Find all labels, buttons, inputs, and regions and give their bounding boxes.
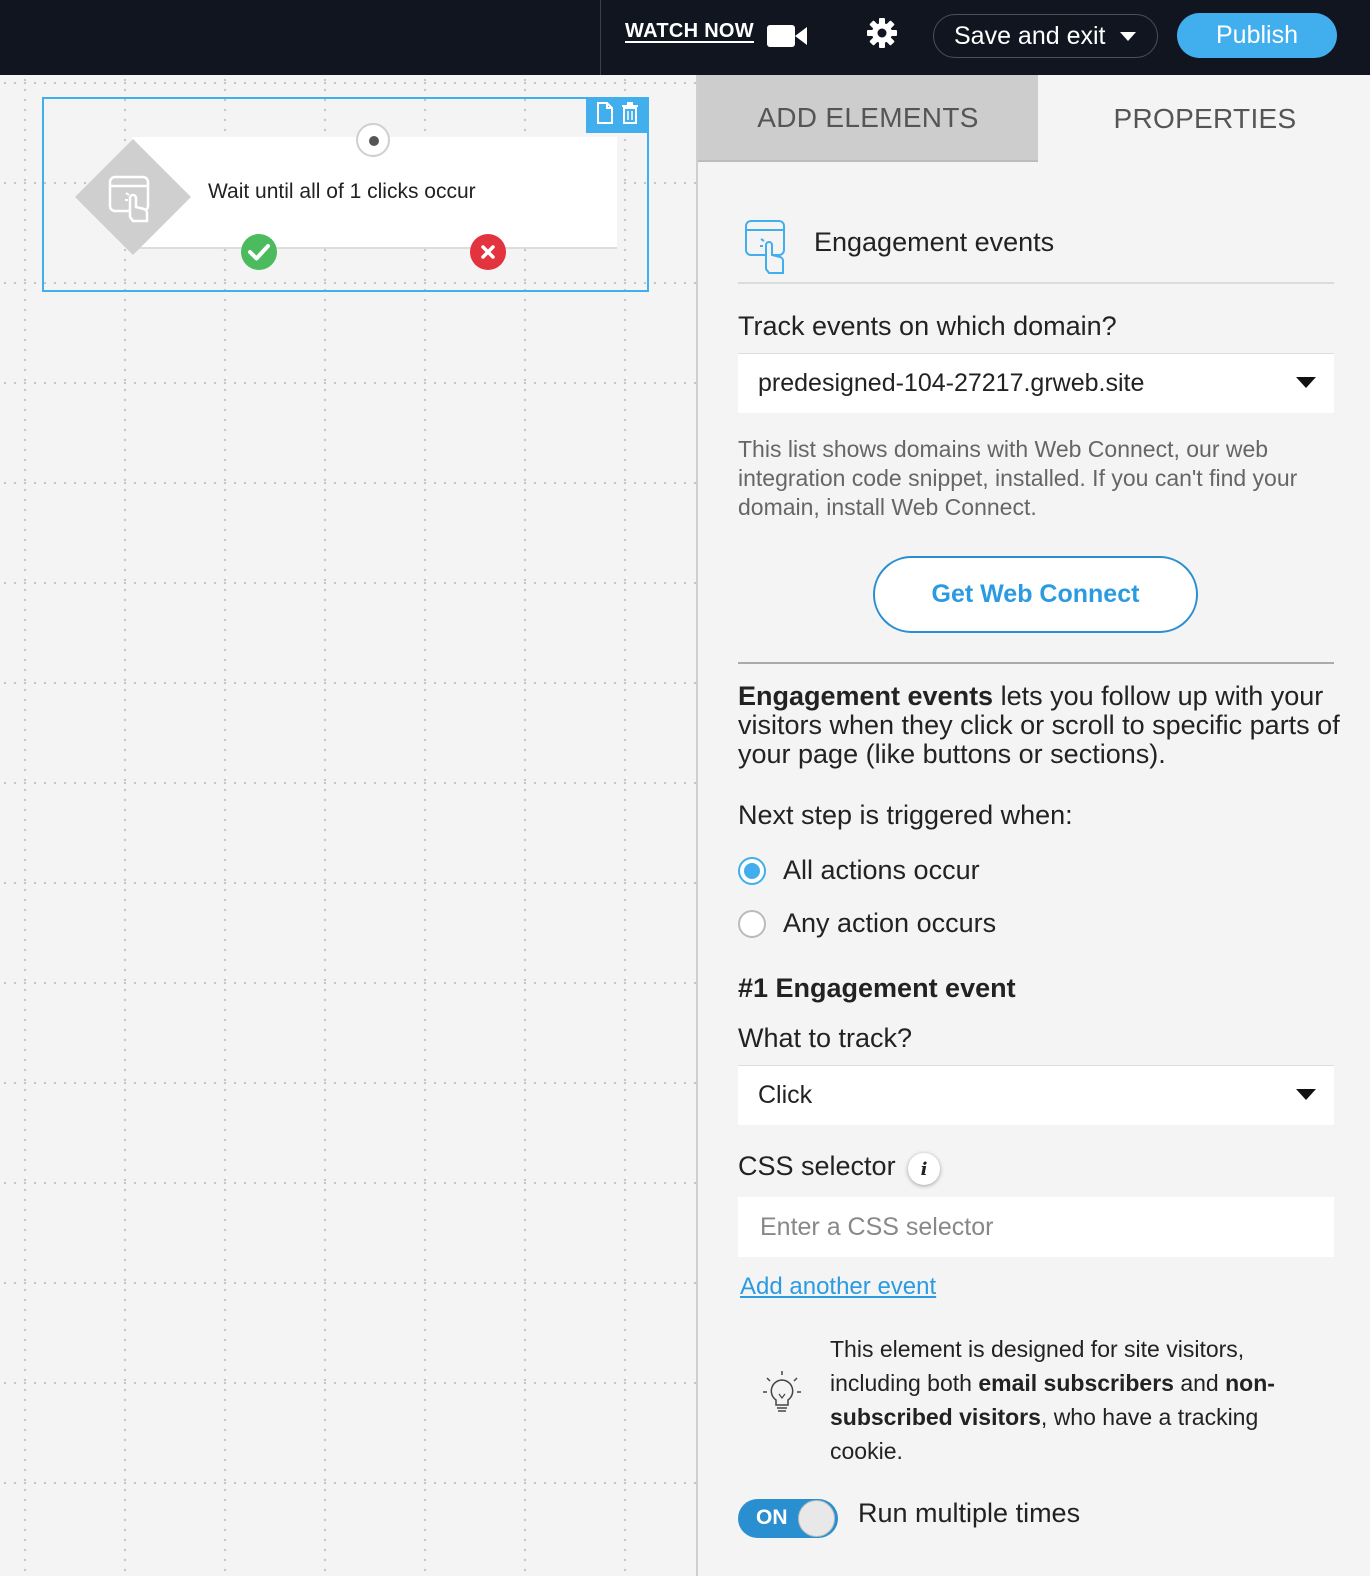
radio-any-action[interactable]: [738, 908, 996, 939]
toggle-label: Run multiple times: [858, 1498, 1081, 1528]
tip-text: , who have a tracking cookie.: [830, 1404, 1259, 1464]
tip-bold: non-subscribed visitors: [830, 1370, 1275, 1430]
save-and-exit-label: Save and exit: [954, 21, 1106, 50]
css-selector-label: CSS selector: [738, 1151, 896, 1181]
domain-select[interactable]: [738, 353, 1334, 413]
radio-button[interactable]: [738, 910, 766, 938]
css-selector-input[interactable]: [738, 1197, 1334, 1257]
engagement-description: [738, 682, 1348, 769]
close-icon: [470, 234, 506, 270]
tip-bold: email subscribers: [978, 1370, 1174, 1396]
track-select-value: Click: [758, 1081, 813, 1109]
gear-icon[interactable]: [866, 17, 898, 54]
video-camera-icon[interactable]: [767, 23, 807, 54]
publish-button[interactable]: Publish: [1177, 13, 1337, 58]
description-bold: Engagement events: [738, 681, 994, 711]
caret-down-icon: [1296, 377, 1316, 388]
lightbulb-icon: [762, 1370, 802, 1421]
description-text: lets you follow up with your visitors when they click or scroll to specific parts of your page (like buttons or sections).: [738, 681, 1340, 769]
radio-button-selected[interactable]: [738, 857, 766, 885]
node-no-connector[interactable]: [470, 234, 506, 270]
run-multiple-toggle[interactable]: [738, 1499, 838, 1538]
domain-label: Track events on which domain?: [738, 311, 1117, 341]
domain-select-value: predesigned-104-27217.grweb.site: [758, 369, 1145, 397]
workflow-canvas[interactable]: [0, 75, 697, 1576]
panel-tabs: [698, 75, 1370, 162]
check-icon: [241, 234, 277, 270]
toggle-state: ON: [756, 1506, 788, 1529]
engagement-click-icon: [744, 219, 794, 282]
copy-icon[interactable]: [596, 102, 614, 129]
engagement-click-icon: [106, 171, 160, 230]
node-label: Wait until all of 1 clicks occur: [208, 180, 476, 203]
trash-icon[interactable]: [621, 102, 639, 129]
divider: [738, 282, 1334, 284]
divider: [738, 662, 1334, 664]
properties-panel: [696, 75, 1370, 1576]
node-yes-connector[interactable]: [241, 234, 277, 270]
toggle-knob[interactable]: [798, 1500, 835, 1537]
domain-help-text: This list shows domains with Web Connect, our web integration code snippet, installed. If you can't find your domain, install Web Connect.: [738, 436, 1298, 520]
track-label: What to track?: [738, 1023, 913, 1053]
top-bar: [0, 0, 1370, 75]
tab-add-elements[interactable]: ADD ELEMENTS: [698, 75, 1038, 162]
track-select[interactable]: [738, 1065, 1334, 1125]
chevron-down-icon: [1120, 32, 1136, 41]
panel-title: Engagement events: [814, 227, 1055, 257]
radio-label: All actions occur: [783, 855, 980, 885]
node-toolbar: [586, 97, 649, 133]
visitor-tip: [830, 1332, 1330, 1468]
topbar-divider: [600, 0, 601, 75]
radio-all-actions[interactable]: [738, 855, 980, 886]
tip-text: and: [1173, 1370, 1226, 1396]
save-and-exit-dropdown[interactable]: [933, 14, 1158, 58]
tip-text: This element is designed for site visitors, including both: [830, 1336, 1245, 1396]
radio-label: Any action occurs: [783, 908, 997, 938]
caret-down-icon: [1296, 1089, 1316, 1100]
info-icon[interactable]: i: [908, 1153, 940, 1185]
event-heading: #1 Engagement event: [738, 973, 1016, 1003]
trigger-label: Next step is triggered when:: [738, 800, 1073, 830]
node-input-connector[interactable]: [356, 123, 390, 157]
tab-properties[interactable]: PROPERTIES: [1113, 102, 1297, 134]
get-web-connect-button[interactable]: Get Web Connect: [873, 556, 1198, 633]
add-another-event-link[interactable]: Add another event: [740, 1273, 937, 1300]
watch-now-link[interactable]: WATCH NOW: [625, 20, 754, 42]
